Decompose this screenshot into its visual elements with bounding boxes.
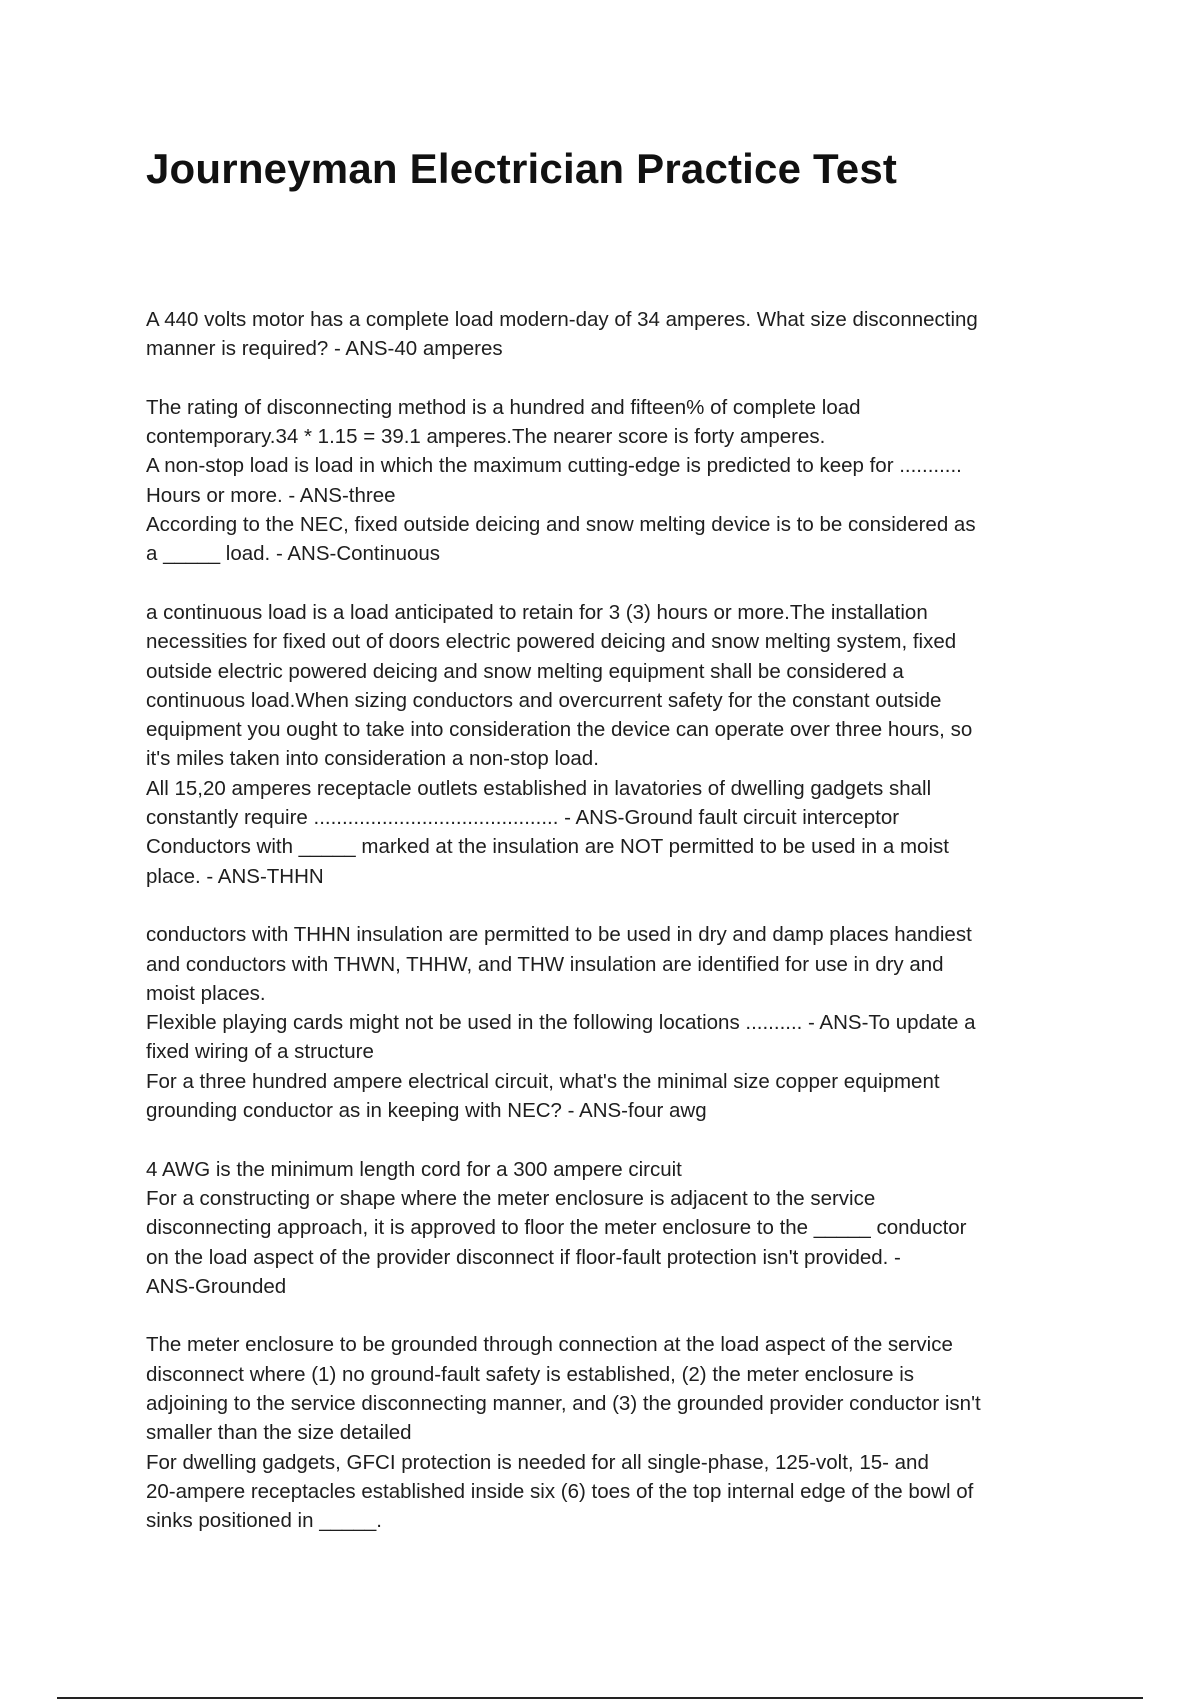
paragraph-line: fixed wiring of a structure [146, 1040, 374, 1064]
paragraph-line: necessities for fixed out of doors electric powered deicing and snow melting system, fixed [146, 630, 957, 654]
paragraph-line: 20-ampere receptacles established inside six (6) toes of the top internal edge of the bowl of [146, 1479, 974, 1503]
paragraph-line: 4 AWG is the minimum length cord for a 300 ampere circuit [146, 1157, 682, 1181]
body-paragraph [146, 305, 1066, 364]
paragraph-line: outside electric powered deicing and snow melting equipment shall be considered a [146, 659, 904, 683]
paragraph-line: and conductors with THWN, THHW, and THW insulation are identified for use in dry and [146, 952, 944, 976]
paragraph-line: disconnect where (1) no ground-fault safety is established, (2) the meter enclosure is [146, 1362, 914, 1386]
paragraph-line: constantly require ........................................... - ANS-Ground fault circuit interceptor [146, 806, 900, 830]
paragraph-line: A 440 volts motor has a complete load modern-day of 34 amperes. What size disconnecting [146, 308, 978, 331]
paragraph-line: ANS-Grounded [146, 1274, 287, 1298]
paragraph-line: on the load aspect of the provider disconnect if floor-fault protection isn't provided. - [146, 1245, 901, 1269]
paragraph-line: Conductors with _____ marked at the insulation are NOT permitted to be used in a moist [146, 835, 949, 859]
paragraph-line: All 15,20 amperes receptacle outlets established in lavatories of dwelling gadgets shall [146, 776, 932, 800]
paragraph-line: contemporary.34 * 1.15 = 39.1 amperes.The nearer score is forty amperes. [146, 425, 826, 449]
paragraph-line: it's miles taken into consideration a non-stop load. [146, 747, 599, 771]
paragraph-line: For a three hundred ampere electrical circuit, what's the minimal size copper equipment [146, 1069, 940, 1093]
paragraph-line: place. - ANS-THHN [146, 864, 324, 888]
paragraph-line: smaller than the size detailed [146, 1421, 412, 1445]
paragraph-line: Hours or more. - ANS-three [146, 483, 396, 507]
page-bottom-rule [57, 1697, 1143, 1699]
paragraph-line: a _____ load. - ANS-Continuous [146, 542, 441, 566]
document-body [146, 305, 1066, 1565]
paragraph-line: The rating of disconnecting method is a hundred and fifteen% of complete load [146, 395, 861, 419]
paragraph-line: equipment you ought to take into consideration the device can operate over three hours, so [146, 718, 973, 742]
paragraph-line: A non-stop load is load in which the maximum cutting-edge is predicted to keep for ........... [146, 454, 962, 478]
paragraph-line: moist places. [146, 981, 266, 1005]
paragraph-line: manner is required? - ANS-40 amperes [146, 337, 503, 361]
body-paragraph [146, 920, 1066, 1125]
body-paragraph [146, 393, 1066, 569]
body-paragraph [146, 1330, 1066, 1535]
body-paragraph [146, 1155, 1066, 1301]
paragraph-line: conductors with THHN insulation are permitted to be used in dry and damp places handiest [146, 923, 972, 947]
paragraph-line: grounding conductor as in keeping with NEC? - ANS-four awg [146, 1099, 707, 1123]
paragraph-line: The meter enclosure to be grounded through connection at the load aspect of the service [146, 1333, 953, 1357]
paragraph-line: disconnecting approach, it is approved to floor the meter enclosure to the _____ conductor [146, 1216, 967, 1240]
paragraph-line: a continuous load is a load anticipated to retain for 3 (3) hours or more.The installation [146, 600, 928, 624]
paragraph-line: For dwelling gadgets, GFCI protection is needed for all single-phase, 125-volt, 15- and [146, 1450, 929, 1474]
paragraph-line: sinks positioned in _____. [146, 1509, 382, 1533]
body-paragraph [146, 598, 1066, 891]
document-title: Journeyman Electrician Practice Test [146, 145, 898, 192]
paragraph-line: Flexible playing cards might not be used in the following locations .......... - ANS-To update a [146, 1011, 976, 1035]
paragraph-line: According to the NEC, fixed outside deicing and snow melting device is to be considered as [146, 513, 976, 537]
paragraph-line: For a constructing or shape where the meter enclosure is adjacent to the service [146, 1186, 876, 1210]
paragraph-line: adjoining to the service disconnecting manner, and (3) the grounded provider conductor isn't [146, 1391, 981, 1415]
paragraph-line: continuous load.When sizing conductors and overcurrent safety for the constant outside [146, 688, 942, 712]
